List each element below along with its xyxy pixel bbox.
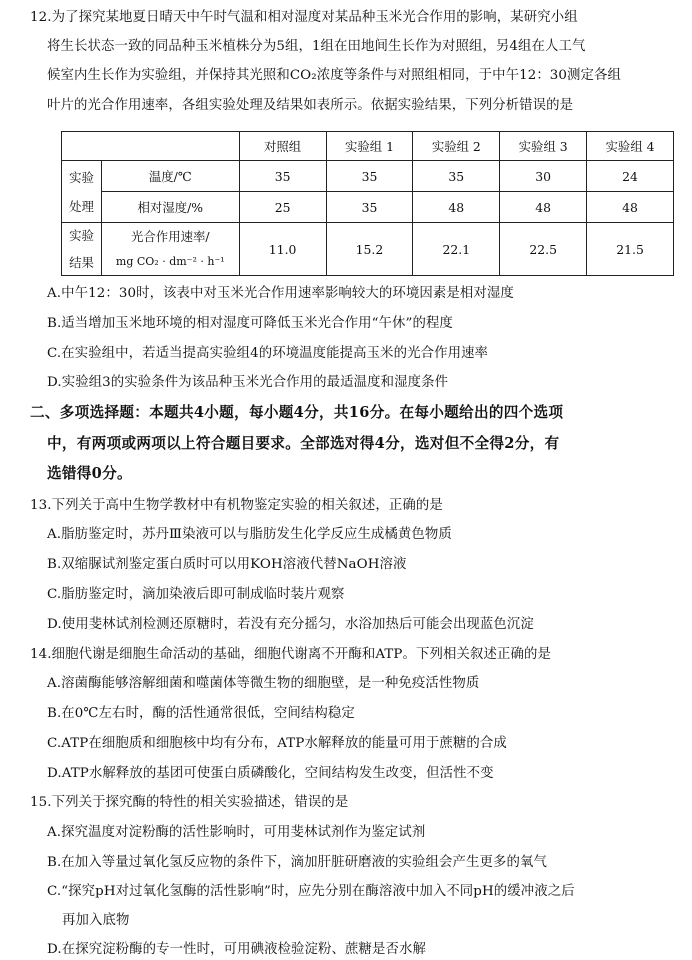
row-name-cell: 相对湿度/% <box>101 192 239 223</box>
section-2-heading-line-1: 二、多项选择题：本题共4小题，每小题4分，共16分。在每小题给出的四个选项 <box>30 404 564 421</box>
q14-stem: 14.细胞代谢是细胞生命活动的基础，细胞代谢离不开酶和ATP。下列相关叙述正确的是 <box>30 647 551 662</box>
table-cell: 35 <box>239 161 326 192</box>
table-cell: 25 <box>239 192 326 223</box>
table-corner-cell <box>62 132 240 161</box>
experiment-table <box>61 131 674 276</box>
table-row <box>62 161 674 192</box>
q12-option-a: A.中午12：30时，该表中对玉米光合作用速率影响较大的环境因素是相对湿度 <box>47 286 514 301</box>
q13-option-a: A.脂肪鉴定时，苏丹Ⅲ染液可以与脂肪发生化学反应生成橘黄色物质 <box>47 527 452 542</box>
table-cell: 24 <box>587 161 674 192</box>
q15-option-c-continued: 再加入底物 <box>62 913 130 928</box>
table-cell: 15.2 <box>326 223 413 276</box>
table-cell: 22.5 <box>500 223 587 276</box>
row-group-label-top: 实验 <box>69 169 94 185</box>
table-header-cell: 实验组 3 <box>500 132 587 161</box>
section-2-heading-line-3: 选错得0分。 <box>47 465 132 482</box>
q15-option-d: D.在探究淀粉酶的专一性时，可用碘液检验淀粉、蔗糖是否水解 <box>47 942 426 957</box>
row-group-label-bottom: 处理 <box>69 198 94 214</box>
table-cell: 30 <box>500 161 587 192</box>
section-2-heading-line-2: 中，有两项或两项以上符合题目要求。全部选对得4分，选对但不全得2分，有 <box>47 435 560 452</box>
table-row <box>62 223 674 276</box>
row-name-cell: 温度/℃ <box>101 161 239 192</box>
table-cell: 35 <box>326 161 413 192</box>
q13-option-b: B.双缩脲试剂鉴定蛋白质时可以用KOH溶液代替NaOH溶液 <box>47 557 407 572</box>
table-cell: 11.0 <box>239 223 326 276</box>
q14-option-c: C.ATP在细胞质和细胞核中均有分布，ATP水解释放的能量可用于蔗糖的合成 <box>47 736 507 751</box>
table-row <box>62 192 674 223</box>
table-cell: 21.5 <box>587 223 674 276</box>
table-header-cell: 实验组 4 <box>587 132 674 161</box>
row-group-label-top: 实验 <box>69 228 94 243</box>
q12-option-c: C.在实验组中，若适当提高实验组4的环境温度能提高玉米的光合作用速率 <box>47 346 489 361</box>
q13-stem: 13.下列关于高中生物学教材中有机物鉴定实验的相关叙述，正确的是 <box>30 498 443 513</box>
q13-option-c: C.脂肪鉴定时，滴加染液后即可制成临时装片观察 <box>47 587 345 602</box>
row-name-line-2: mg CO₂ · dm⁻² · h⁻¹ <box>115 255 225 268</box>
table-header-row <box>62 132 674 161</box>
q15-option-b: B.在加入等量过氧化氢反应物的条件下，滴加肝脏研磨液的实验组会产生更多的氧气 <box>47 855 547 870</box>
row-group-label <box>62 223 102 276</box>
table-cell: 48 <box>587 192 674 223</box>
q12-stem-line-3: 候室内生长作为实验组，并保持其光照和CO₂浓度等条件与对照组相同，于中午12：30测定各组 <box>47 68 622 83</box>
q14-option-b: B.在0℃左右时，酶的活性通常很低，空间结构稳定 <box>47 706 355 721</box>
q12-stem-line-4: 叶片的光合作用速率，各组实验处理及结果如表所示。依据实验结果，下列分析错误的是 <box>47 98 574 113</box>
q14-option-a: A.溶菌酶能够溶解细菌和噬菌体等微生物的细胞壁，是一种免疫活性物质 <box>47 676 480 691</box>
table-cell: 48 <box>413 192 500 223</box>
table-cell: 22.1 <box>413 223 500 276</box>
row-name-cell <box>101 223 239 276</box>
q12-stem-line-1: 12.为了探究某地夏日晴天中午时气温和相对湿度对某品种玉米光合作用的影响，某研究小组 <box>30 10 578 25</box>
table-header-cell: 实验组 2 <box>413 132 500 161</box>
q15-stem: 15.下列关于探究酶的特性的相关实验描述，错误的是 <box>30 795 349 810</box>
q13-option-d: D.使用斐林试剂检测还原糖时，若没有充分摇匀，水浴加热后可能会出现蓝色沉淀 <box>47 617 534 632</box>
q15-option-c: C.“探究pH对过氧化氢酶的活性影响”时，应先分别在酶溶液中加入不同pH的缓冲液之后 <box>47 884 575 899</box>
q14-option-d: D.ATP水解释放的基团可使蛋白质磷酸化，空间结构发生改变，但活性不变 <box>47 766 494 781</box>
q12-option-b: B.适当增加玉米地环境的相对湿度可降低玉米光合作用“午休”的程度 <box>47 316 453 331</box>
q12-option-d: D.实验组3的实验条件为该品种玉米光合作用的最适温度和湿度条件 <box>47 375 449 390</box>
q12-stem-line-2: 将生长状态一致的同品种玉米植株分为5组，1组在田地间生长作为对照组，另4组在人工气 <box>47 39 586 54</box>
q15-option-a: A.探究温度对淀粉酶的活性影响时，可用斐林试剂作为鉴定试剂 <box>47 825 426 840</box>
row-group-label <box>62 161 102 223</box>
table-header-cell: 实验组 1 <box>326 132 413 161</box>
table-cell: 48 <box>500 192 587 223</box>
row-group-label-bottom: 结果 <box>69 255 94 270</box>
table-cell: 35 <box>413 161 500 192</box>
row-name-line-1: 光合作用速率/ <box>131 229 210 244</box>
table-header-cell: 对照组 <box>239 132 326 161</box>
table-cell: 35 <box>326 192 413 223</box>
